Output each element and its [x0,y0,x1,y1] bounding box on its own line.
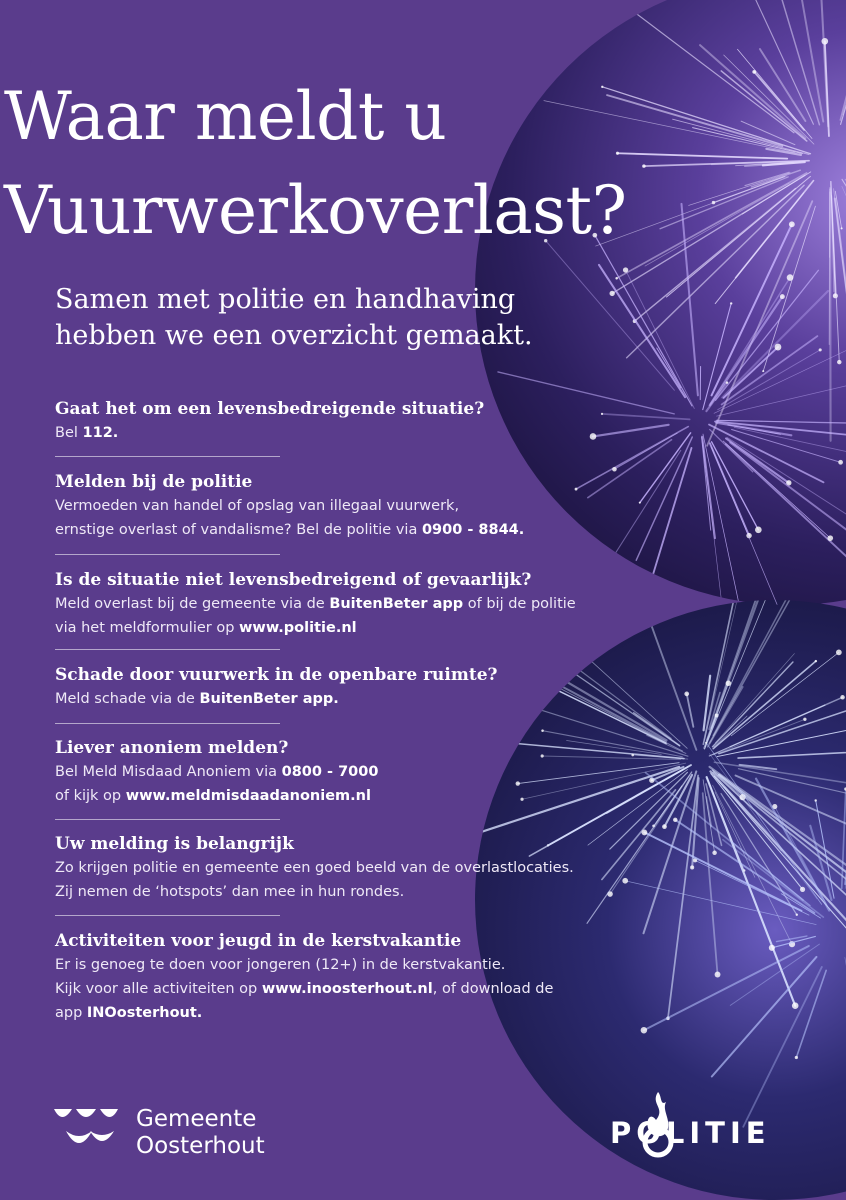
title-line-1: Waar meldt u [4,78,447,155]
section-text [55,616,576,640]
section-text [55,687,497,711]
highlighted-text: www.politie.nl [239,620,357,636]
text-run: of kijk op [55,788,126,804]
section-divider [55,915,280,916]
section-text [55,760,378,784]
section-text [55,784,378,808]
section-divider [55,554,280,555]
highlighted-text: 112. [82,425,119,441]
gemeente-logo-line-2: Oosterhout [136,1133,265,1159]
section-text [55,1001,553,1025]
section-text [55,953,553,977]
highlighted-text: www.inoosterhout.nl [261,981,433,997]
section-divider [55,649,280,650]
section-text [55,977,553,1001]
text-run: Meld overlast bij de gemeente via de [55,596,330,612]
subtitle-line-1: Samen met politie en handhaving [55,284,516,315]
text-run: Vermoeden van handel of opslag van illegaal vuurwerk, [55,498,460,514]
text-run: of bij de politie [463,596,576,612]
section-text [55,518,524,542]
section-divider [55,819,280,820]
section-non-urgent [55,568,576,640]
highlighted-text: 0900 - 8844. [421,522,525,538]
section-heading: Uw melding is belangrijk [55,834,294,854]
text-run: Zij nemen de ‘hotspots’ dan mee in hun rondes. [55,884,405,900]
section-heading: Gaat het om een levensbedreigende situatie? [55,399,485,419]
politie-logo-text: POLITIE [610,1116,771,1150]
section-youth-activities [55,929,553,1025]
gemeente-crown-icon [52,1105,120,1155]
highlighted-text: 0800 - 7000 [281,764,379,780]
section-heading: Schade door vuurwerk in de openbare ruimte? [55,665,498,685]
text-run: Zo krijgen politie en gemeente een goed beeld van de overlastlocaties. [55,860,574,876]
highlighted-text: BuitenBeter app [329,596,464,612]
section-text [55,880,574,904]
highlighted-text: INOosterhout. [86,1005,203,1021]
text-run: Er is genoeg te doen voor jongeren (12+) in de kerstvakantie. [55,957,506,973]
text-run: app [55,1005,87,1021]
section-damage [55,663,497,711]
section-divider [55,456,280,457]
section-text [55,592,576,616]
subtitle [55,282,533,354]
section-police [55,470,524,542]
section-heading: Melden bij de politie [55,472,253,492]
section-emergency [55,397,484,445]
section-text [55,494,524,518]
text-run: Bel [55,425,83,441]
section-text [55,421,484,445]
section-importance [55,832,574,904]
text-run: , of download de [432,981,554,997]
page-title [4,70,626,258]
text-run: Meld schade via de [55,691,200,707]
section-anonymous [55,736,378,808]
gemeente-logo-text [136,1106,265,1160]
section-text [55,856,574,880]
text-run: ernstige overlast of vandalisme? Bel de politie via [55,522,422,538]
subtitle-line-2: hebben we een overzicht gemaakt. [55,320,533,351]
title-line-2: Vuurwerkoverlast? [4,172,627,249]
section-heading: Liever anoniem melden? [55,738,289,758]
section-divider [55,723,280,724]
section-heading: Is de situatie niet levensbedreigend of gevaarlijk? [55,570,532,590]
text-run: via het meldformulier op [55,620,240,636]
section-heading: Activiteiten voor jeugd in de kerstvakantie [55,931,462,951]
politie-logo [610,1090,810,1160]
gemeente-logo-line-1: Gemeente [136,1106,257,1132]
highlighted-text: BuitenBeter app. [199,691,339,707]
highlighted-text: www.meldmisdaadanoniem.nl [125,788,371,804]
text-run: Bel Meld Misdaad Anoniem via [55,764,282,780]
text-run: Kijk voor alle activiteiten op [55,981,262,997]
